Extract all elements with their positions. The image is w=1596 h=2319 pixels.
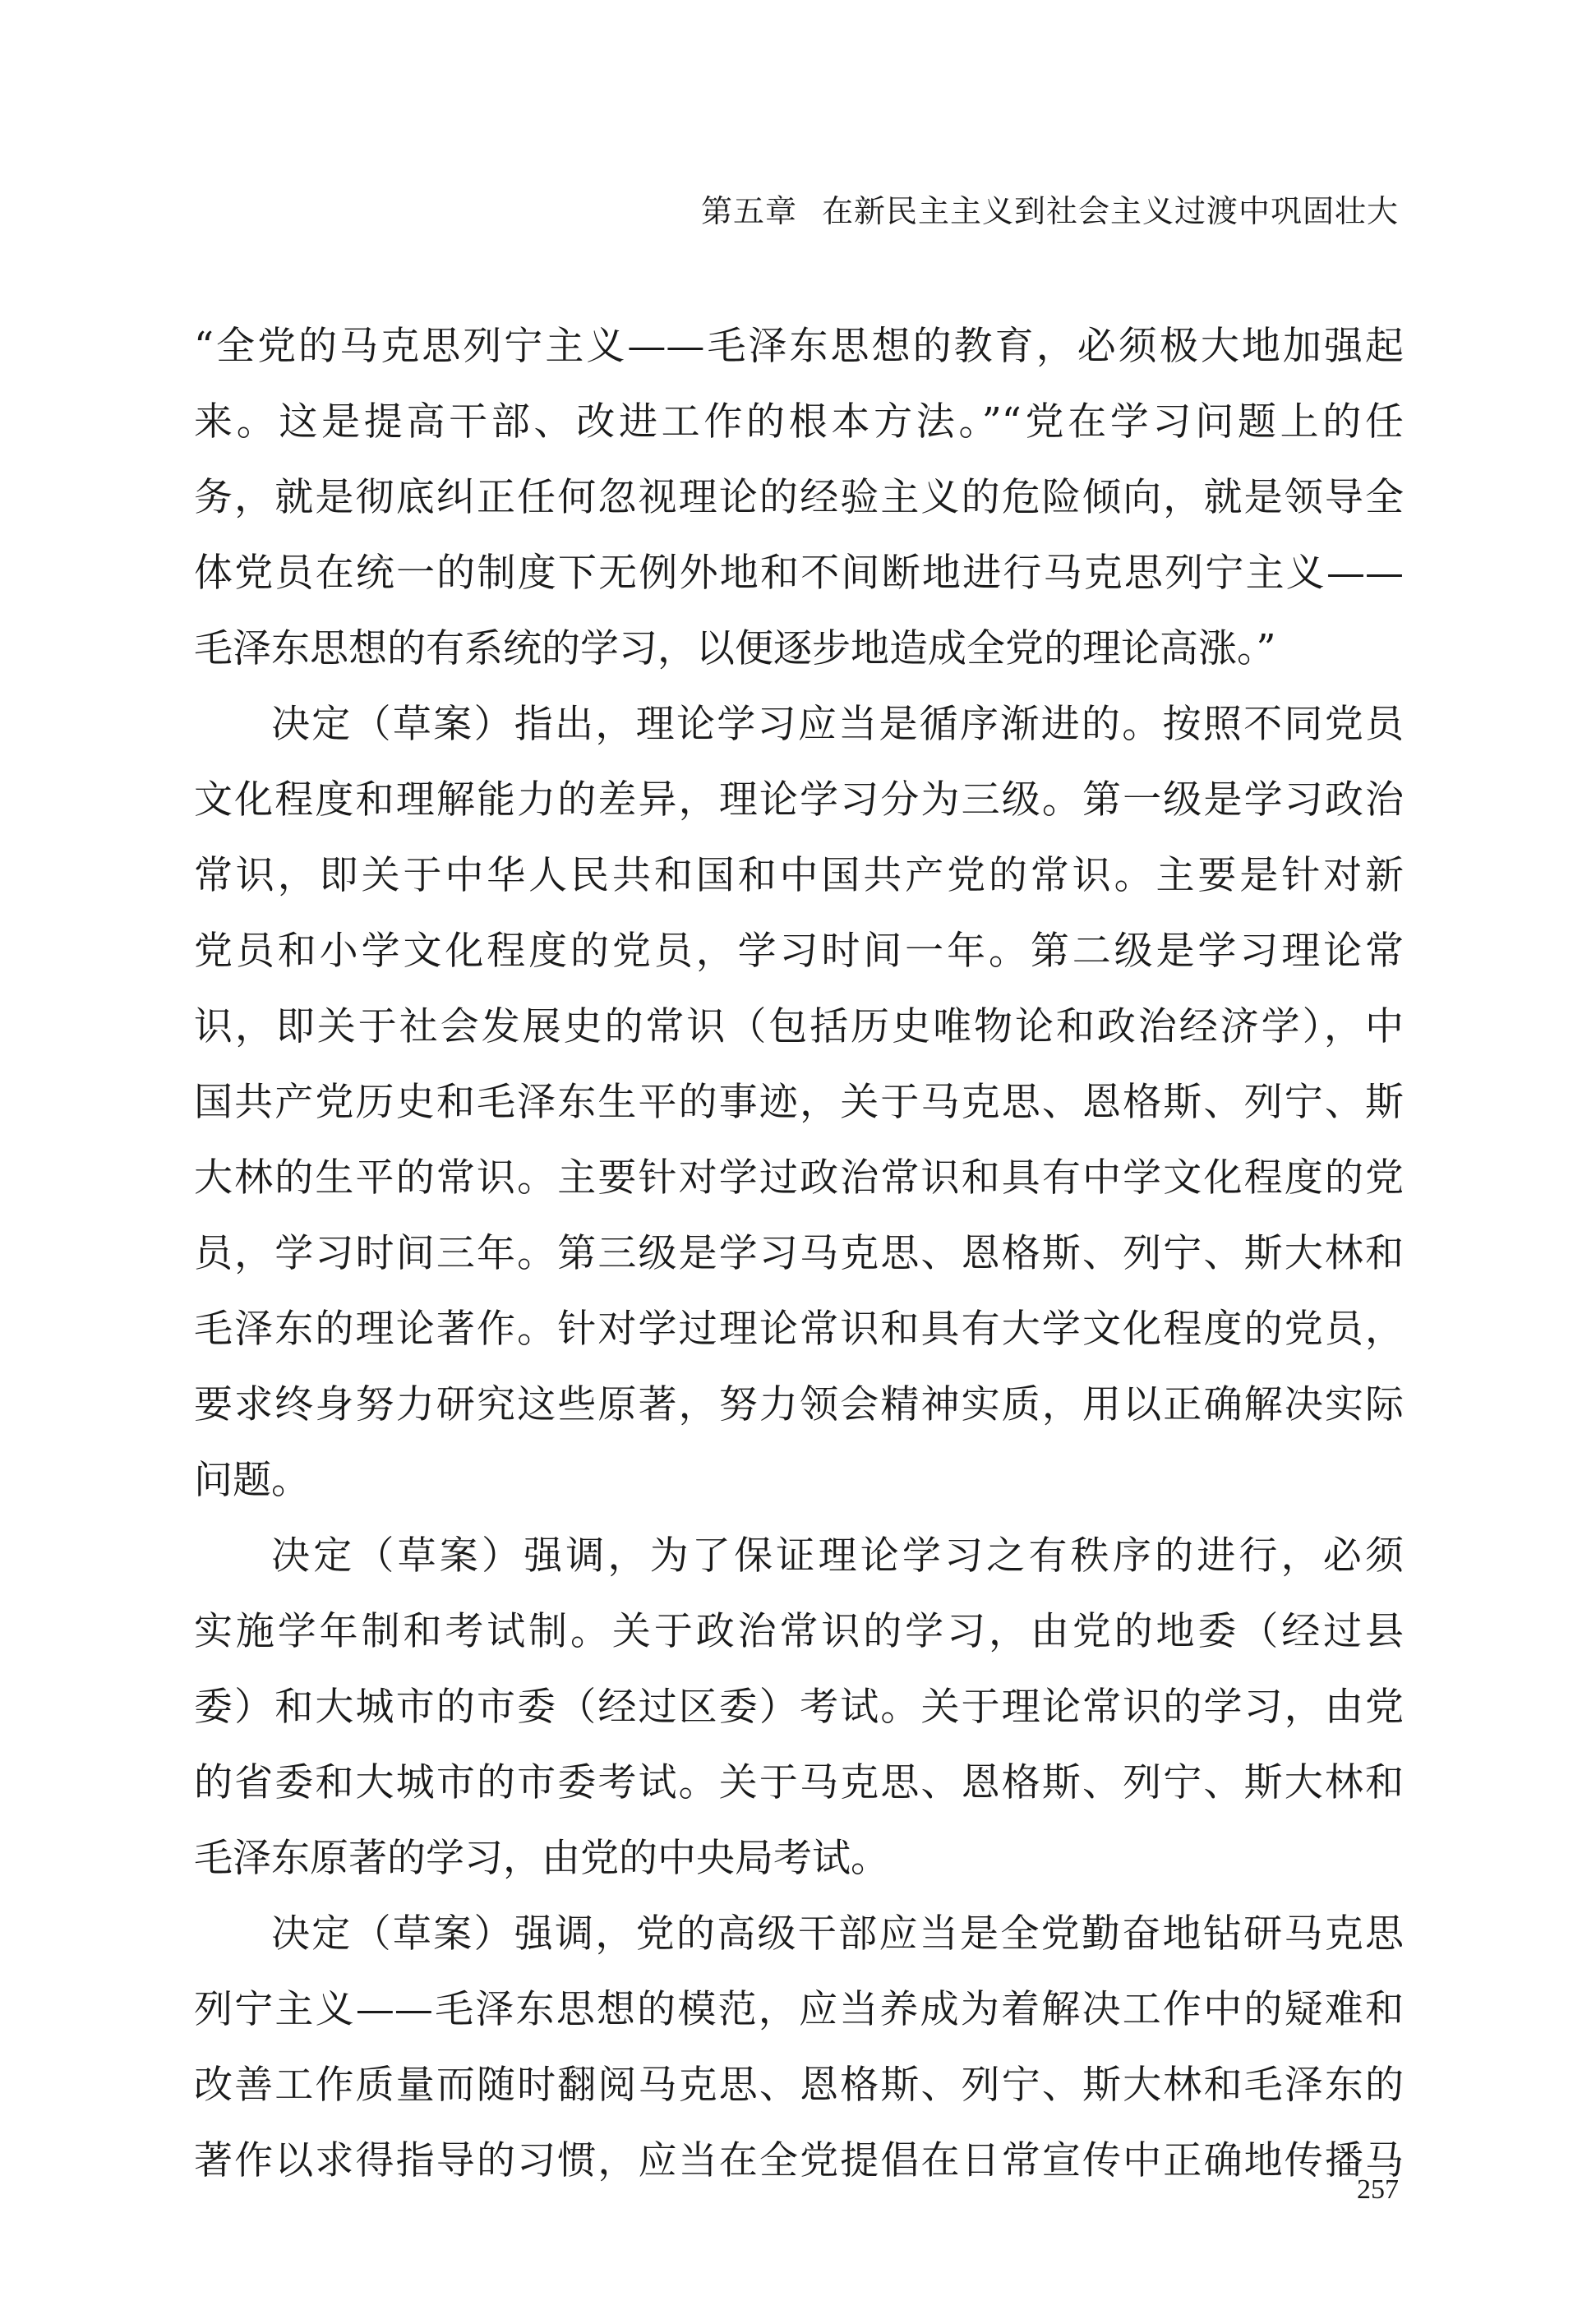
paragraph [194,1519,1404,1897]
paragraph [194,1897,1404,2199]
text-line: “全党的马克思列宁主义——毛泽东思想的教育，必须极大地加强起 [194,324,1404,369]
text-line: 毛泽东思想的有系统的学习，以便逐步地造成全党的理论高涨。” [194,626,1276,671]
text-line: 决定（草案）强调，为了保证理论学习之有秩序的进行，必须 [271,1533,1404,1579]
page-number: 257 [1357,2174,1399,2205]
text-line: 的省委和大城市的市委考试。关于马克思、恩格斯、列宁、斯大林和 [194,1760,1404,1805]
text-line: 决定（草案）指出，理论学习应当是循序渐进的。按照不同党员 [271,702,1404,747]
text-line: 体党员在统一的制度下无例外地和不间断地进行马克思列宁主义—— [194,551,1404,596]
text-line: 常识，即关于中华人民共和国和中国共产党的常识。主要是针对新 [194,853,1404,898]
text-line: 务，就是彻底纠正任何忽视理论的经验主义的危险倾向，就是领导全 [194,475,1404,520]
text-line: 大林的生平的常识。主要针对学过政治常识和具有中学文化程度的党 [194,1155,1404,1201]
text-line: 著作以求得指导的习惯，应当在全党提倡在日常宣传中正确地传播马 [194,2138,1404,2183]
text-line: 毛泽东原著的学习，由党的中央局考试。 [194,1836,889,1881]
text-line: 文化程度和理解能力的差异，理论学习分为三级。第一级是学习政治 [194,777,1404,823]
text-line: 识，即关于社会发展史的常识（包括历史唯物论和政治经济学），中 [194,1004,1404,1049]
paragraph [194,309,1404,687]
body-text [194,309,1404,2199]
text-line: 改善工作质量而随时翻阅马克思、恩格斯、列宁、斯大林和毛泽东的 [194,2063,1404,2108]
text-line: 列宁主义——毛泽东思想的模范，应当养成为着解决工作中的疑难和 [194,1987,1404,2032]
running-header [701,186,1399,231]
text-line: 员，学习时间三年。第三级是学习马克思、恩格斯、列宁、斯大林和 [194,1231,1404,1276]
chapter-label: 第五章 [700,193,797,229]
chapter-title: 在新民主主义到社会主义过渡中巩固壮大 [821,193,1399,229]
text-line: 问题。 [194,1458,310,1503]
text-line: 毛泽东的理论著作。针对学过理论常识和具有大学文化程度的党员， [194,1307,1404,1352]
text-line: 来。这是提高干部、改进工作的根本方法。”“党在学习问题上的任 [194,399,1404,445]
text-line: 决定（草案）强调，党的高级干部应当是全党勤奋地钻研马克思 [271,1911,1404,1957]
text-line: 国共产党历史和毛泽东生平的事迹，关于马克思、恩格斯、列宁、斯 [194,1080,1404,1125]
text-line: 实施学年制和考试制。关于政治常识的学习，由党的地委（经过县 [194,1609,1404,1654]
text-line: 党员和小学文化程度的党员，学习时间一年。第二级是学习理论常 [194,929,1404,974]
text-line: 要求终身努力研究这些原著，努力领会精神实质，用以正确解决实际 [194,1382,1404,1427]
paragraph [194,687,1404,1519]
text-line: 委）和大城市的市委（经过区委）考试。关于理论常识的学习，由党 [194,1685,1404,1730]
